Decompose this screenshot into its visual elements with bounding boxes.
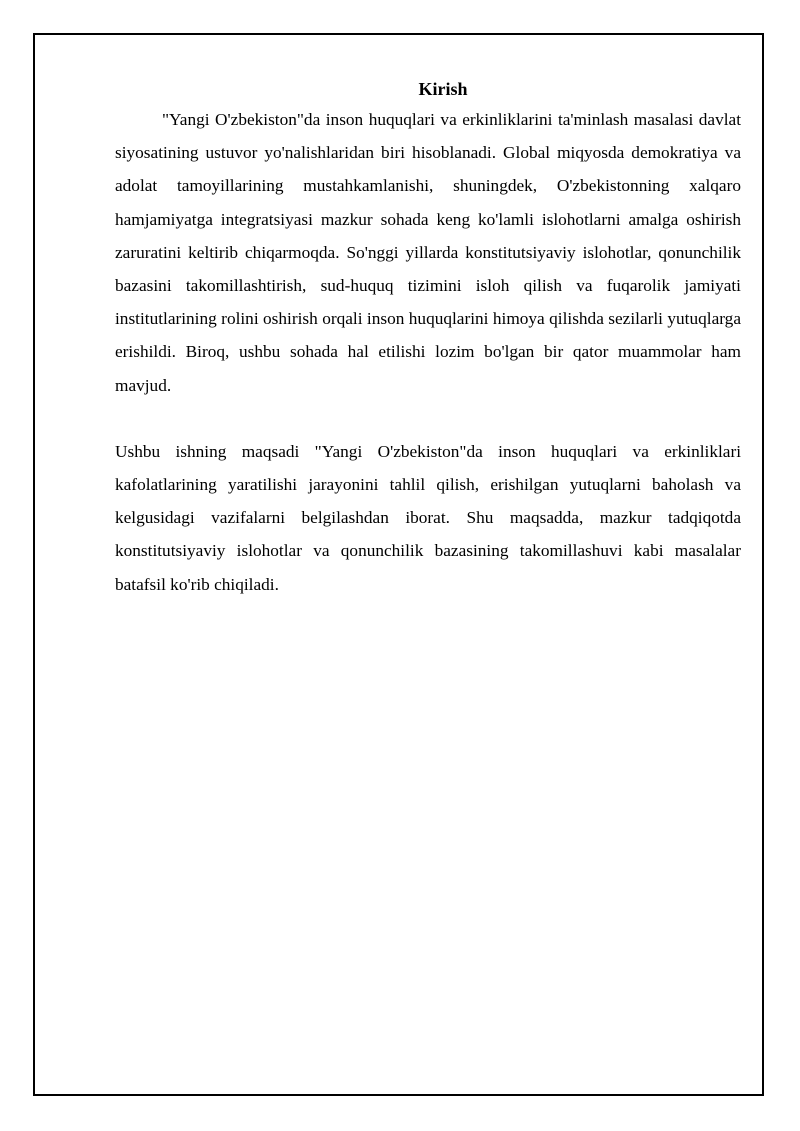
- page-title: Kirish: [418, 79, 468, 99]
- document-body: [115, 75, 741, 601]
- paragraph-gap: [115, 402, 741, 435]
- paragraph-intro: "Yangi O'zbekiston"da inson huquqlari va erkinliklarini ta'minlash masalasi davlat siyosatining ustuvor yo'nalishlaridan biri hisoblanadi. Global miqyosda demokratiya va adolat tamoyillarining mustahkamlanishi, shuningdek, O'zbekistonning xalqaro hamjamiyatga integratsiyasi mazkur sohada keng ko'lamli islohotlarni amalga oshirish zaruratini keltirib chiqarmoqda. So'nggi yillarda konstitutsiyaviy islohotlar, qonunchilik bazasini takomillashtirish, sud-huquq tizimini isloh qilish va fuqarolik jamiyati institutlarining rolini oshirish orqali inson huquqlarini himoya qilishda sezilarli yutuqlarga erishildi. Biroq, ushbu sohada hal etilishi lozim bo'lgan bir qator muammolar ham mavjud.: [115, 110, 741, 395]
- paragraph-aim: Ushbu ishning maqsadi "Yangi O'zbekiston"da inson huquqlari va erkinliklari kafolatlarining yaratilishi jarayonini tahlil qilish, erishilgan yutuqlarni baholash va kelgusidagi vazifalarni belgilashdan iborat. Shu maqsadda, mazkur tadqiqotda konstitutsiyaviy islohotlar va qonunchilik bazasining takomillashuvi kabi masalalar batafsil ko'rib chiqiladi.: [115, 441, 741, 594]
